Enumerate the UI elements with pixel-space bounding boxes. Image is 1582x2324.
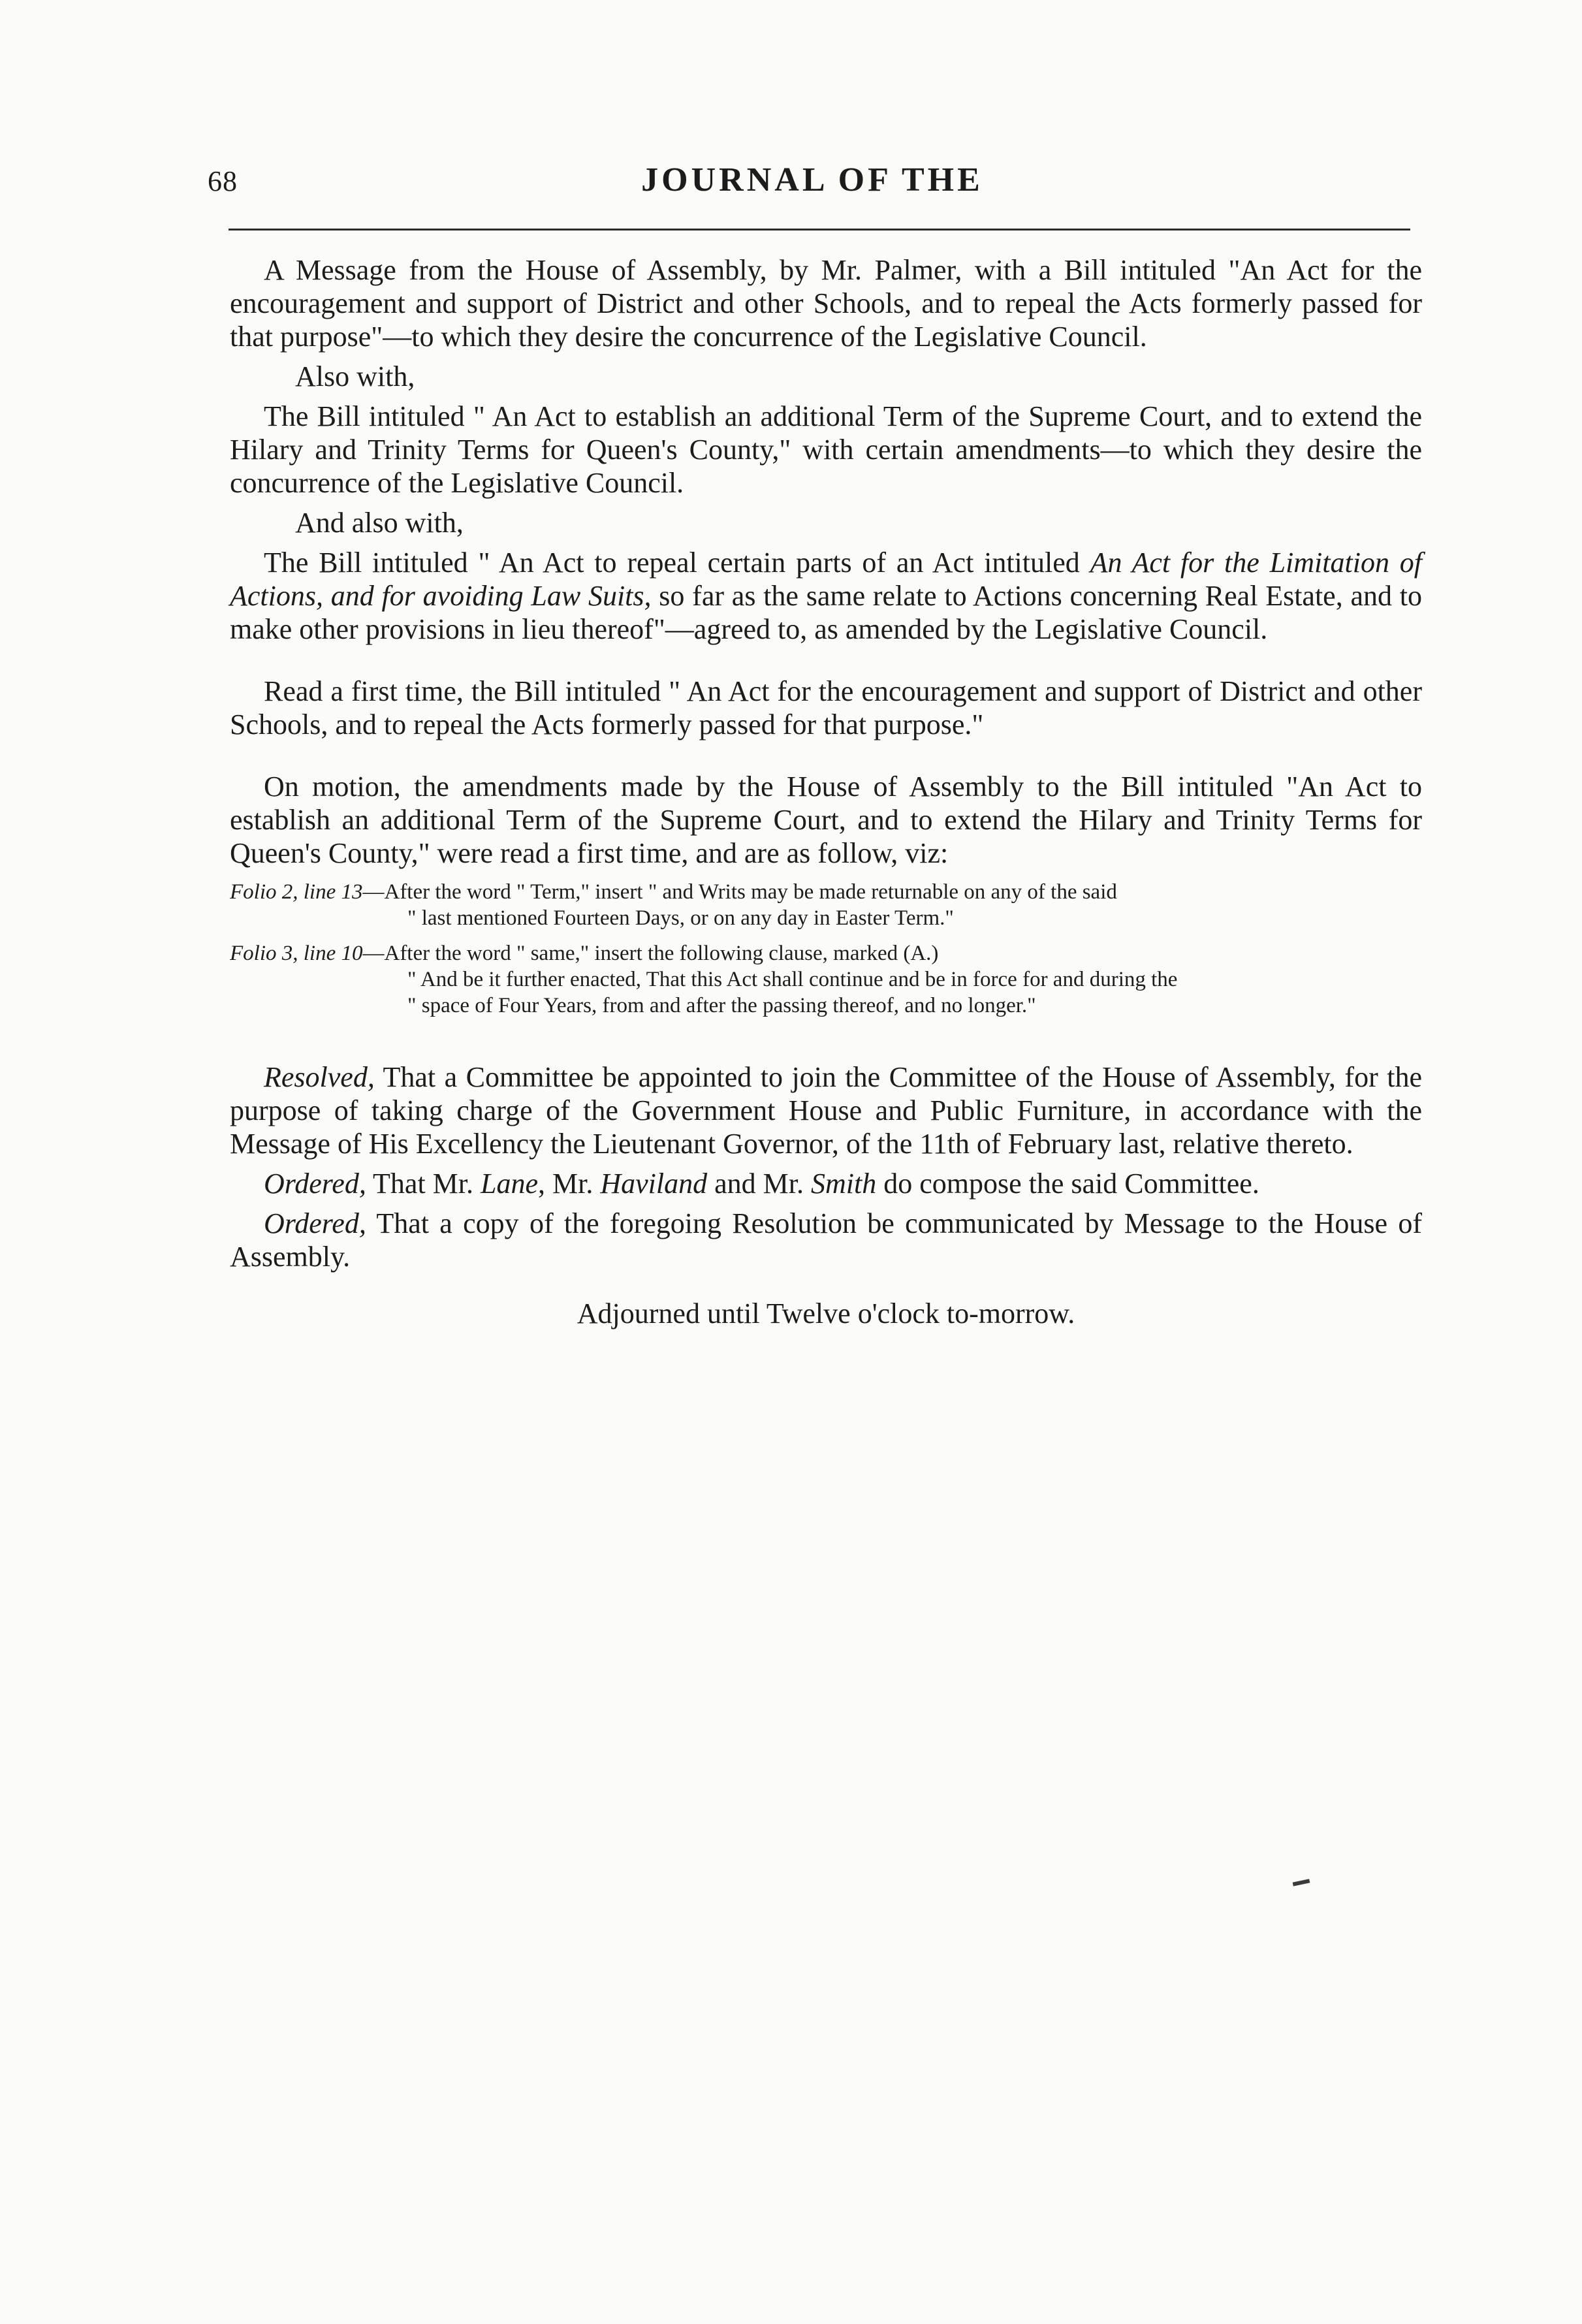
amendment-text: —After the word " Term," insert " and Writs may be made returnable on any of the said	[362, 880, 1117, 904]
amendment-ref: Folio 3, line 10	[230, 942, 363, 965]
and-also-with: And also with,	[295, 507, 464, 539]
ordered-text: do compose the said Committee.	[876, 1168, 1259, 1200]
ordered-text: That Mr.	[366, 1168, 481, 1200]
amendment-line: " space of Four Years, from and after the passing thereof, and no longer."	[407, 994, 1036, 1017]
amendment-line	[230, 940, 1422, 966]
bill-three-text-b: so far as the same relate to Actions concerning Real Estate, and to make other provisions in lieu thereof"—agreed to, as amended by the Legislative Council.	[230, 580, 1422, 645]
amendment-item	[230, 879, 1422, 931]
ordered-text: and Mr.	[707, 1168, 812, 1200]
ordered-message-paragraph	[230, 1207, 1422, 1273]
running-title: JOURNAL OF THE	[641, 161, 983, 199]
ordered-label: Ordered,	[264, 1207, 366, 1239]
amendment-text: —After the word " same," insert the following clause, marked (A.)	[362, 942, 939, 965]
journal-body	[230, 253, 1422, 1330]
amendment-line	[230, 879, 1422, 905]
motion-paragraph: On motion, the amendments made by the House of Assembly to the Bill intituled "An Act to establish an additional Term of the Supreme Court, and to extend the Hilary and Trinity Terms for Queen's County," were read a first time, and are as follow, viz:	[230, 771, 1422, 869]
header-rule	[229, 229, 1410, 231]
amendment-line: " And be it further enacted, That this Act shall continue and be in force for and during the	[407, 968, 1178, 991]
stray-mark	[1293, 1879, 1310, 1886]
also-with: Also with,	[295, 360, 415, 392]
adjournment-line: Adjourned until Twelve o'clock to-morrow.	[577, 1297, 1075, 1329]
bill-two-paragraph: The Bill intituled " An Act to establish an additional Term of the Supreme Court, and to extend the Hilary and Trinity Terms for Queen's County," with certain amendments—to which they desire the concurrence of the Legislative Council.	[230, 400, 1422, 499]
resolved-paragraph	[230, 1060, 1422, 1160]
member-name: Haviland	[600, 1168, 708, 1200]
resolved-text: That a Committee be appointed to join the Committee of the House of Assembly, for the purpose of taking charge of the Government House and Public Furniture, in accordance with the Message of His Excellency the Lieutenant Governor, of the 11th of February last, relative thereto.	[230, 1061, 1422, 1160]
amendment-item	[230, 940, 1422, 1019]
ordered-text: , Mr.	[538, 1168, 601, 1200]
member-name: Lane	[481, 1168, 539, 1200]
ordered-label: Ordered,	[264, 1168, 366, 1200]
member-name: Smith	[811, 1168, 877, 1200]
amendment-line: " last mentioned Fourteen Days, or on any day in Easter Term."	[407, 906, 954, 930]
message-intro: A Message from the House of Assembly, by Mr. Palmer, with a Bill intituled "An Act for the encouragement and support of District and other Schools, and to repeal the Acts formerly passed for that purpose"—to which they desire the concurrence of the Legislative Council.	[230, 254, 1422, 353]
bill-three-paragraph	[230, 546, 1422, 646]
page-number: 68	[208, 165, 238, 197]
resolved-label: Resolved,	[264, 1061, 375, 1093]
amendment-ref: Folio 2, line 13	[230, 880, 363, 904]
read-first-paragraph: Read a first time, the Bill intituled " An Act for the encouragement and support of District and other Schools, and to repeal the Acts formerly passed for that purpose."	[230, 675, 1422, 740]
ordered-committee-paragraph	[230, 1167, 1422, 1200]
bill-three-act-title: An Act for the Limitation of Actions, and for avoiding Law Suits,	[230, 547, 1422, 612]
ordered-text: That a copy of the foregoing Resolution be communicated by Message to the House of Assembly.	[230, 1207, 1422, 1273]
page-header	[208, 155, 1417, 208]
bill-three-text-a: The Bill intituled " An Act to repeal certain parts of an Act intituled	[264, 547, 1090, 579]
